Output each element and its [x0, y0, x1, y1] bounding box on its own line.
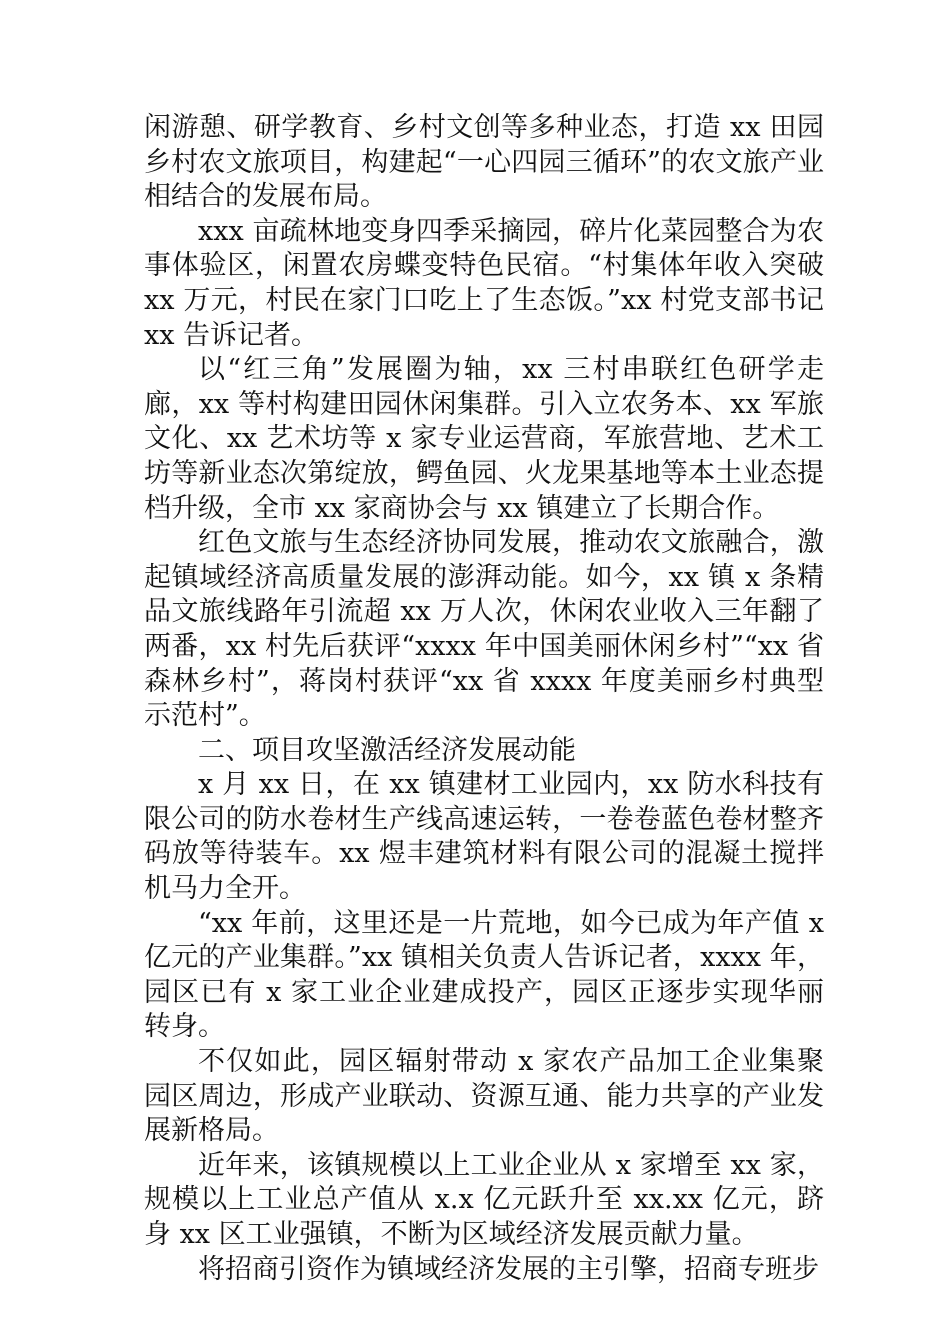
paragraph-3: 以“红三角”发展圈为轴，xx 三村串联红色研学走廊，xx 等村构建田园休闲集群。引入立农务本、xx 军旅文化、xx 艺术坊等 x 家专业运营商，军旅营地、艺术工坊等新业态次第绽放，鳄鱼园、火龙果基地等本土业态提档升级，全市 xx 家商协会与 xx 镇建立了长期合作。 [144, 354, 824, 524]
paragraph-6: “xx 年前，这里还是一片荒地，如今已成为年产值 x 亿元的产业集群。”xx 镇相关负责人告诉记者，xxxx 年，园区已有 x 家工业企业建成投产，园区正逐步实现华丽转身。 [144, 907, 824, 1043]
paragraph-8: 近年来，该镇规模以上工业企业从 x 家增至 xx 家，规模以上工业总产值从 x.x 亿元跃升至 xx.xx 亿元，跻身 xx 区工业强镇，不断为区域经济发展贡献力量。 [144, 1149, 824, 1250]
section-heading: 二、项目攻坚激活经济发展动能 [198, 734, 576, 766]
paragraph-2: xxx 亩疏林地变身四季采摘园，碎片化菜园整合为农事体验区，闲置农房蝶变特色民宿。“村集体年收入突破 xx 万元，村民在家门口吃上了生态饭。”xx 村党支部书记 xx 告诉记者。 [144, 215, 824, 351]
paragraph-7: 不仅如此，园区辐射带动 x 家农产品加工企业集聚园区周边，形成产业联动、资源互通、能力共享的产业发展新格局。 [144, 1046, 824, 1147]
paragraph-4: 红色文旅与生态经济协同发展，推动农文旅融合，激起镇域经济高质量发展的澎湃动能。如今，xx 镇 x 条精品文旅线路年引流超 xx 万人次，休闲农业收入三年翻了两番，xx 村先后获评“xxxx 年中国美丽休闲乡村”“xx 省森林乡村”，蒋岗村获评“xx 省 xxxx 年度美丽乡村典型示范村”。 [144, 527, 824, 732]
document-body [144, 111, 824, 1287]
paragraph-1: 闲游憩、研学教育、乡村文创等多种业态，打造 xx 田园乡村农文旅项目，构建起“一心四园三循环”的农文旅产业相结合的发展布局。 [144, 112, 824, 213]
paragraph-5: x 月 xx 日，在 xx 镇建材工业园内，xx 防水科技有限公司的防水卷材生产线高速运转，一卷卷蓝色卷材整齐码放等待装车。xx 煜丰建筑材料有限公司的混凝土搅拌机马力全开。 [144, 769, 824, 905]
paragraph-9: 将招商引资作为镇域经济发展的主引擎，招商专班步 [198, 1253, 819, 1285]
